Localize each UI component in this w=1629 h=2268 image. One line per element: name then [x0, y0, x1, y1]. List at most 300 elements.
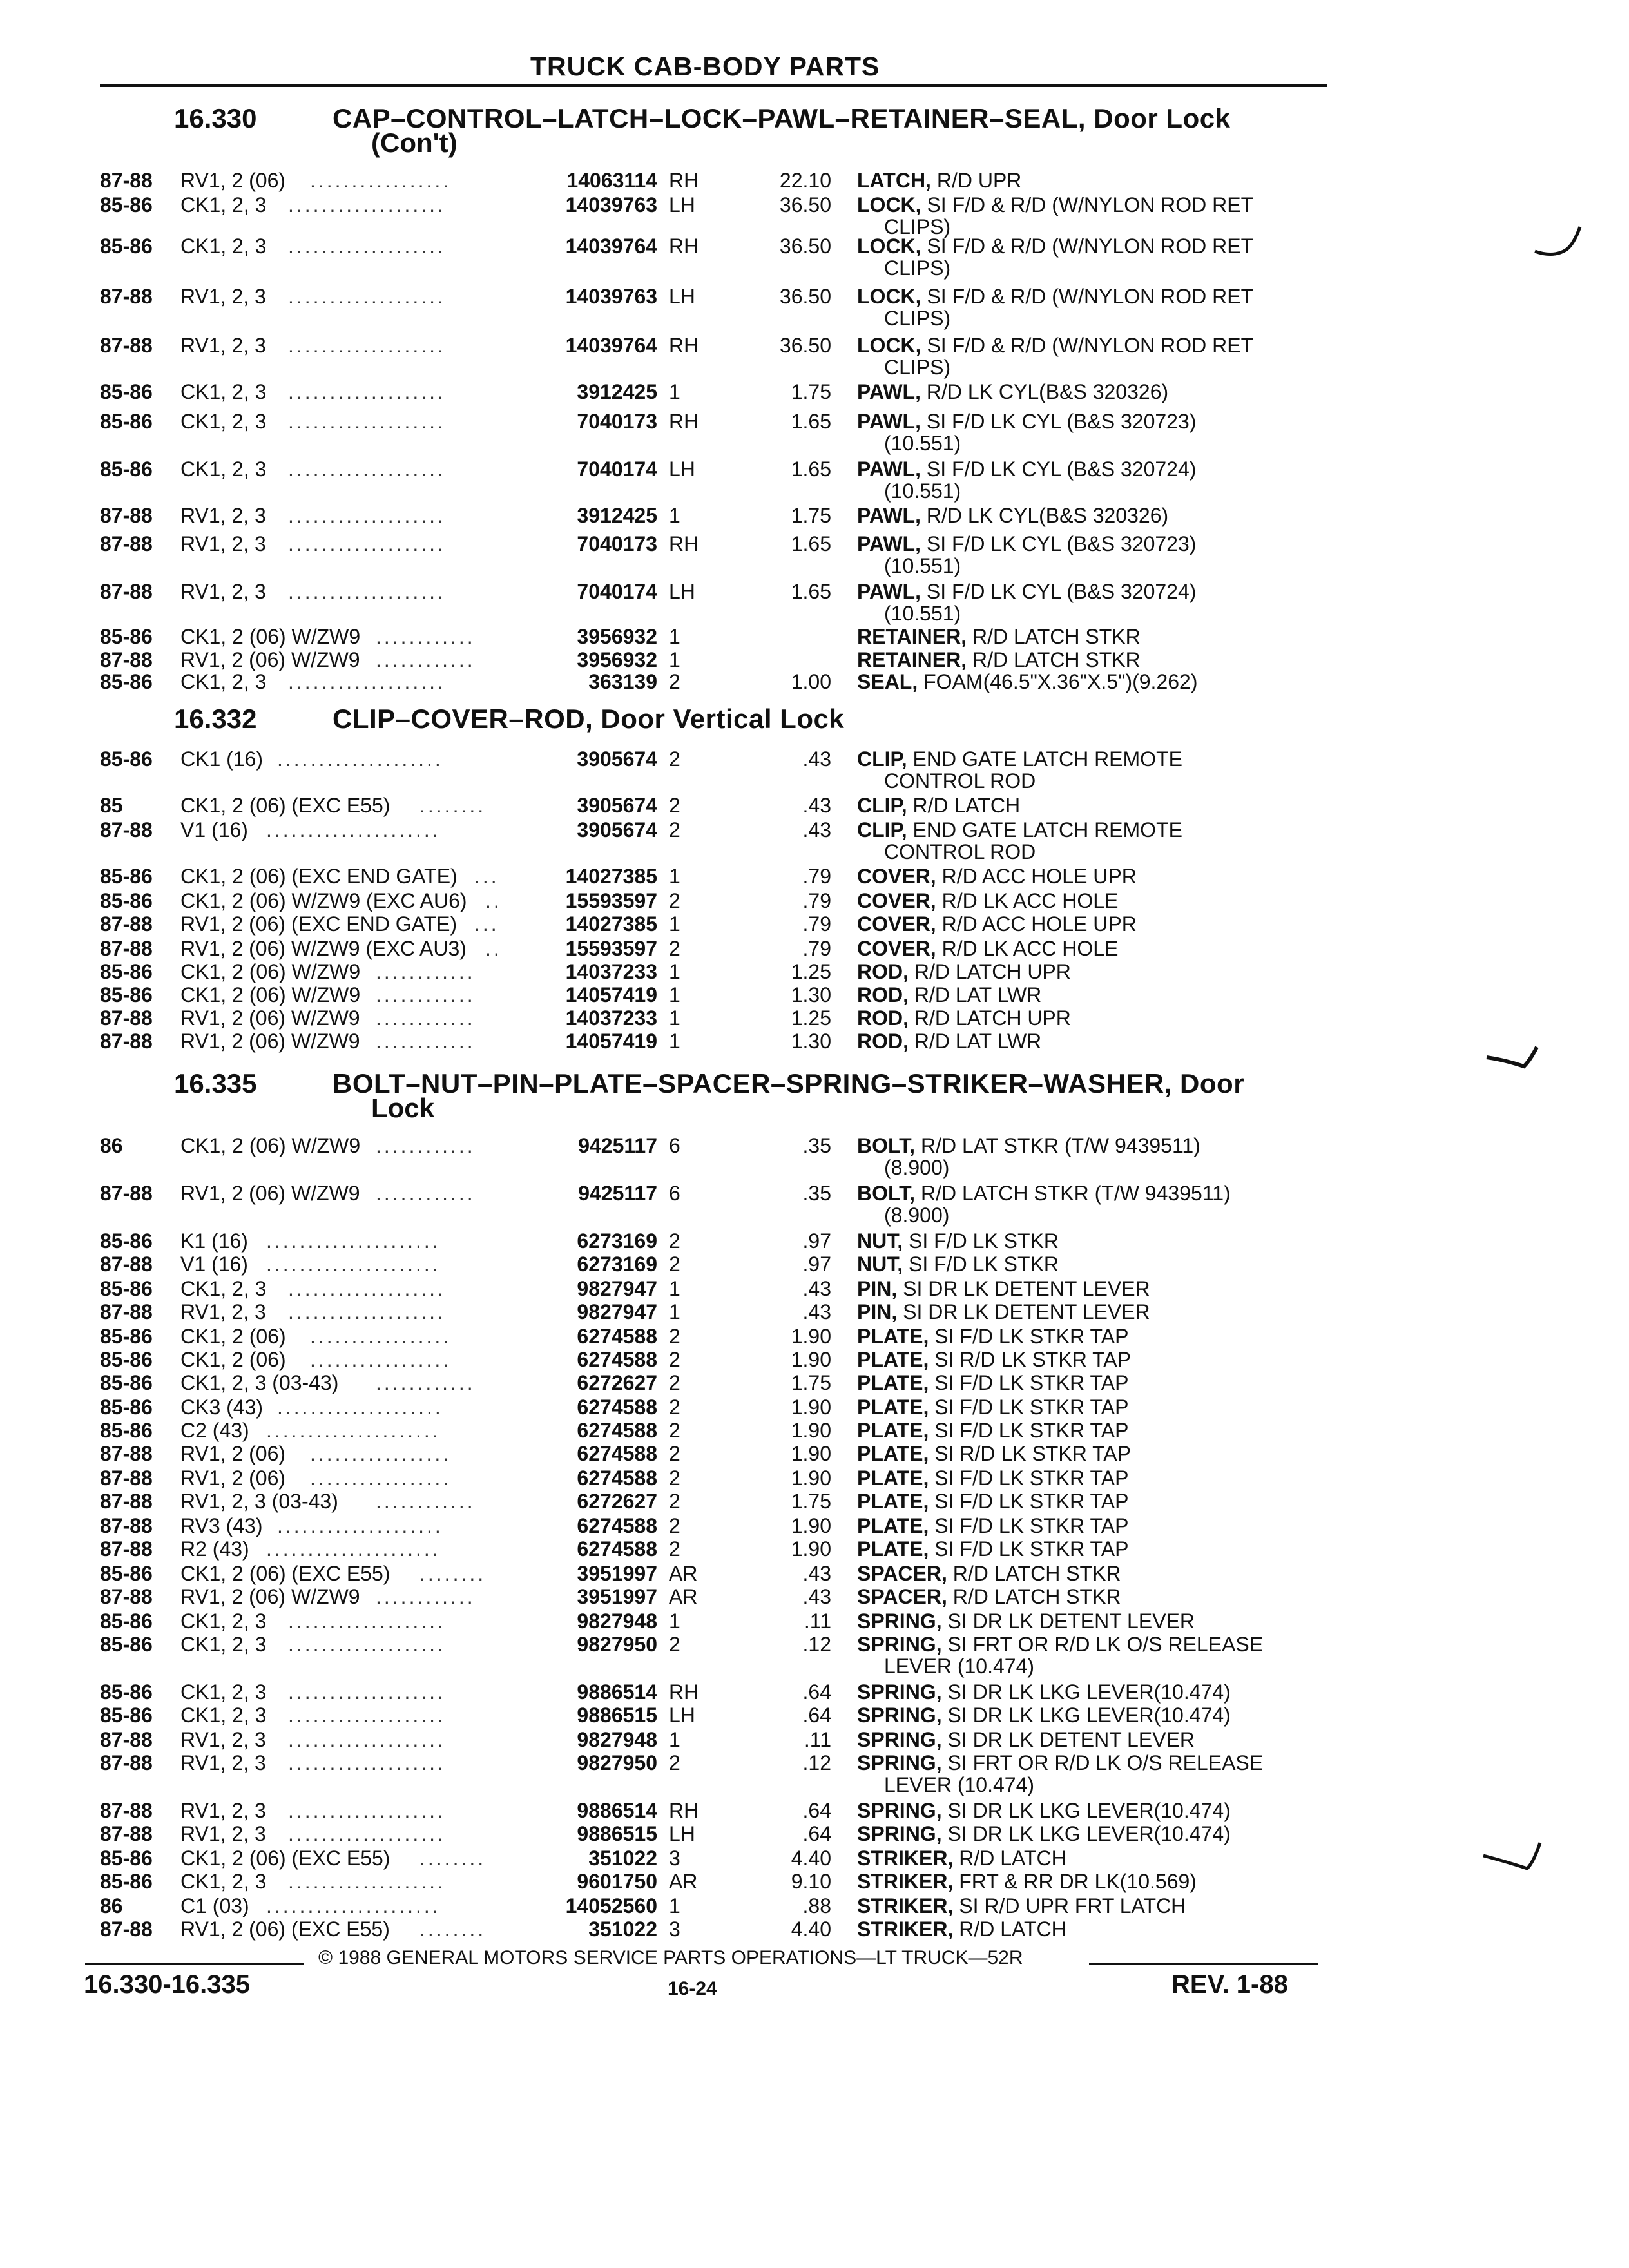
- part-description: [857, 235, 1253, 258]
- year-range: 87-88: [100, 169, 153, 192]
- part-description: [857, 1514, 1128, 1537]
- year-range: 87-88: [100, 1490, 153, 1513]
- quantity: 2: [669, 1419, 680, 1442]
- leader-dots: ...................: [288, 1277, 446, 1300]
- part-name: PLATE,: [857, 1537, 929, 1561]
- part-number: 14057419: [565, 1030, 657, 1053]
- part-number: 9827947: [577, 1300, 657, 1323]
- quantity: 2: [669, 1396, 680, 1419]
- part-detail: SI F/D LK CYL (B&S 320723): [920, 532, 1197, 555]
- unit-price: .64: [802, 1680, 831, 1704]
- part-number: 14039763: [565, 193, 657, 216]
- table-row: [0, 169, 1629, 192]
- unit-price: .79: [802, 865, 831, 888]
- part-description: [857, 1419, 1128, 1442]
- table-row: [0, 1585, 1629, 1608]
- leader-dots: ............: [376, 1006, 476, 1030]
- part-number: 9425117: [578, 1182, 657, 1205]
- part-number: 3956932: [577, 648, 657, 671]
- part-name: PLATE,: [857, 1348, 929, 1371]
- year-range: 87-88: [100, 1728, 153, 1751]
- table-row: [0, 865, 1629, 888]
- part-detail: SI FRT OR R/D LK O/S RELEASE: [941, 1633, 1264, 1656]
- model-code: CK1, 2, 3: [180, 1680, 267, 1704]
- part-detail: R/D LK CYL(B&S 320326): [920, 380, 1169, 403]
- year-range: 85-86: [100, 1562, 153, 1585]
- check-mark-icon: [1485, 1041, 1550, 1079]
- unit-price: 1.30: [791, 983, 831, 1006]
- model-code: CK1 (16): [180, 747, 264, 771]
- unit-price: 4.40: [791, 1847, 831, 1870]
- leader-dots: ...................: [288, 532, 446, 555]
- part-detail: SI F/D LK STKR TAP: [929, 1490, 1129, 1513]
- description-continuation: CONTROL ROD: [884, 769, 1036, 793]
- year-range: 87-88: [100, 1182, 153, 1205]
- part-description: [857, 1633, 1263, 1656]
- part-name: STRIKER,: [857, 1894, 954, 1917]
- quantity: 1: [669, 648, 680, 671]
- part-name: BOLT,: [857, 1134, 916, 1157]
- part-number: 6272627: [577, 1371, 657, 1394]
- unit-price: .64: [802, 1822, 831, 1845]
- section-title: CLIP–COVER–ROD, Door Vertical Lock: [333, 704, 845, 734]
- unit-price: .43: [802, 818, 831, 841]
- unit-price: 1.90: [791, 1537, 831, 1561]
- part-description: [857, 1728, 1195, 1751]
- year-range: 85-86: [100, 960, 153, 983]
- part-description: [857, 912, 1137, 936]
- description-continuation: LEVER (10.474): [884, 1773, 1035, 1796]
- quantity: 2: [669, 1633, 680, 1656]
- model-code: CK3 (43): [180, 1396, 264, 1419]
- part-name: CLIP,: [857, 794, 907, 817]
- unit-price: 1.90: [791, 1466, 831, 1490]
- part-name: LOCK,: [857, 334, 921, 357]
- part-number: 9827948: [577, 1610, 657, 1633]
- table-row: [0, 1419, 1629, 1442]
- part-name: SPRING,: [857, 1728, 942, 1751]
- part-description: [857, 1680, 1231, 1704]
- part-detail: SI F/D LK STKR: [903, 1229, 1059, 1253]
- unit-price: 1.25: [791, 960, 831, 983]
- part-detail: SI DR LK DETENT LEVER: [897, 1300, 1150, 1323]
- model-code: RV1, 2, 3: [180, 580, 266, 603]
- quantity: AR: [669, 1585, 698, 1608]
- table-row: [0, 670, 1629, 693]
- part-detail: SI DR LK LKG LEVER(10.474): [941, 1680, 1231, 1704]
- year-range: 85-86: [100, 1680, 153, 1704]
- leader-dots: ............: [376, 1490, 476, 1513]
- quantity: 1: [669, 1006, 680, 1030]
- leader-dots: ....................: [277, 747, 443, 771]
- leader-dots: .....................: [266, 1537, 441, 1561]
- table-row: [0, 1680, 1629, 1704]
- quantity: 6: [669, 1182, 680, 1205]
- leader-dots: ............: [376, 1585, 476, 1608]
- unit-price: .11: [804, 1728, 831, 1751]
- part-number: 14057419: [565, 983, 657, 1006]
- quantity: 2: [669, 1442, 680, 1465]
- year-range: 85: [100, 794, 123, 817]
- unit-price: 4.40: [791, 1917, 831, 1941]
- quantity: 2: [669, 889, 680, 912]
- year-range: 85-86: [100, 1371, 153, 1394]
- part-detail: SI DR LK DETENT LEVER: [941, 1610, 1195, 1633]
- year-range: 87-88: [100, 1442, 153, 1465]
- leader-dots: ...................: [288, 193, 446, 216]
- table-row: [0, 1277, 1629, 1300]
- part-number: 9827948: [577, 1728, 657, 1751]
- table-row: [0, 1822, 1629, 1845]
- quantity: 2: [669, 1514, 680, 1537]
- model-code: CK1, 2, 3: [180, 1610, 267, 1633]
- unit-price: .43: [802, 794, 831, 817]
- leader-dots: ........: [419, 1562, 487, 1585]
- part-description: [857, 1030, 1041, 1053]
- model-code: CK1, 2 (06) W/ZW9: [180, 960, 361, 983]
- model-code: RV1, 2, 3: [180, 1799, 266, 1822]
- unit-price: .64: [802, 1704, 831, 1727]
- year-range: 87-88: [100, 1253, 153, 1276]
- part-detail: R/D LATCH UPR: [909, 960, 1071, 983]
- part-detail: R/D LATCH STKR: [947, 1562, 1121, 1585]
- quantity: 2: [669, 1371, 680, 1394]
- part-name: SEAL,: [857, 670, 918, 693]
- part-number: 14039764: [565, 334, 657, 357]
- leader-dots: .....................: [266, 1253, 441, 1276]
- year-range: 85-86: [100, 1325, 153, 1348]
- footer-rule-right: [1089, 1963, 1318, 1965]
- table-row: [0, 1466, 1629, 1490]
- part-detail: R/D LATCH STKR (T/W 9439511): [915, 1182, 1231, 1205]
- unit-price: .88: [802, 1894, 831, 1917]
- unit-price: 1.90: [791, 1514, 831, 1537]
- unit-price: .43: [802, 1562, 831, 1585]
- table-row: [0, 1514, 1629, 1537]
- table-row: [0, 532, 1629, 555]
- part-name: BOLT,: [857, 1182, 916, 1205]
- header-rule: [100, 84, 1327, 87]
- part-detail: R/D ACC HOLE UPR: [936, 912, 1137, 936]
- description-continuation: CLIPS): [884, 215, 951, 238]
- description-continuation: (10.551): [884, 432, 961, 455]
- quantity: AR: [669, 1562, 698, 1585]
- part-number: 6274588: [577, 1396, 657, 1419]
- table-row: [0, 1870, 1629, 1893]
- part-description: [857, 1277, 1150, 1300]
- part-name: ROD,: [857, 983, 909, 1006]
- part-description: [857, 1917, 1066, 1941]
- leader-dots: ........: [419, 1847, 487, 1870]
- part-name: PAWL,: [857, 410, 921, 433]
- model-code: RV1, 2, 3: [180, 1728, 266, 1751]
- year-range: 87-88: [100, 937, 153, 960]
- part-name: RETAINER,: [857, 648, 967, 671]
- leader-dots: ...................: [288, 580, 446, 603]
- model-code: RV1, 2 (06) W/ZW9 (EXC AU3): [180, 937, 467, 960]
- table-row: [0, 937, 1629, 960]
- part-number: 9886514: [577, 1799, 657, 1822]
- unit-price: 22.10: [779, 169, 831, 192]
- part-description: [857, 1253, 1059, 1276]
- model-code: CK1, 2 (06) W/ZW9 (EXC AU6): [180, 889, 467, 912]
- table-row: [0, 285, 1629, 308]
- unit-price: 1.75: [791, 1371, 831, 1394]
- footer-rule-left: [85, 1963, 304, 1965]
- year-range: 86: [100, 1134, 123, 1157]
- quantity: 2: [669, 1490, 680, 1513]
- model-code: RV1, 2, 3 (03-43): [180, 1490, 338, 1513]
- year-range: 87-88: [100, 1300, 153, 1323]
- unit-price: 1.75: [791, 380, 831, 403]
- model-code: CK1, 2 (06) W/ZW9: [180, 983, 361, 1006]
- quantity: 2: [669, 794, 680, 817]
- part-description: [857, 1229, 1059, 1253]
- leader-dots: ...: [474, 912, 499, 936]
- revision: REV. 1-88: [1171, 1970, 1288, 1999]
- part-detail: SI F/D & R/D (W/NYLON ROD RET: [921, 285, 1254, 308]
- part-detail: R/D LK CYL(B&S 320326): [920, 504, 1169, 527]
- leader-dots: ............: [376, 625, 476, 648]
- part-description: [857, 1396, 1128, 1419]
- part-description: [857, 580, 1196, 603]
- part-number: 6273169: [577, 1253, 657, 1276]
- part-number: 6273169: [577, 1229, 657, 1253]
- part-description: [857, 889, 1118, 912]
- year-range: 85-86: [100, 1870, 153, 1893]
- table-row: [0, 747, 1629, 771]
- year-range: 87-88: [100, 532, 153, 555]
- section-number: 16.330: [174, 103, 257, 133]
- table-row: [0, 1030, 1629, 1053]
- part-name: LOCK,: [857, 235, 921, 258]
- leader-dots: ...................: [288, 410, 446, 433]
- model-code: CK1, 2 (06) (EXC E55): [180, 1562, 390, 1585]
- table-row: [0, 1917, 1629, 1941]
- part-number: 3905674: [577, 794, 657, 817]
- part-name: COVER,: [857, 937, 936, 960]
- part-name: SPRING,: [857, 1822, 942, 1845]
- quantity: LH: [669, 457, 695, 481]
- unit-price: .11: [804, 1610, 831, 1633]
- part-detail: R/D UPR: [930, 169, 1022, 192]
- part-description: [857, 1610, 1195, 1633]
- part-detail: R/D LATCH UPR: [909, 1006, 1071, 1030]
- part-number: 3912425: [577, 380, 657, 403]
- leader-dots: ...................: [288, 1870, 446, 1893]
- part-number: 6274588: [577, 1348, 657, 1371]
- part-description: [857, 532, 1196, 555]
- part-description: [857, 457, 1196, 481]
- model-code: RV1, 2, 3: [180, 504, 266, 527]
- quantity: 1: [669, 625, 680, 648]
- year-range: 87-88: [100, 1917, 153, 1941]
- unit-price: .79: [802, 889, 831, 912]
- part-number: 9827950: [577, 1633, 657, 1656]
- year-range: 87-88: [100, 1799, 153, 1822]
- leader-dots: ...................: [288, 1704, 446, 1727]
- part-name: PLATE,: [857, 1514, 929, 1537]
- page-number: 16-24: [668, 1978, 717, 1999]
- part-detail: SI F/D LK STKR: [903, 1253, 1059, 1276]
- quantity: RH: [669, 334, 699, 357]
- part-description: [857, 648, 1141, 671]
- part-description: [857, 334, 1253, 357]
- part-name: CLIP,: [857, 747, 907, 771]
- leader-dots: .................: [310, 1348, 452, 1371]
- part-description: [857, 1751, 1263, 1774]
- unit-price: 1.90: [791, 1325, 831, 1348]
- leader-dots: ............: [376, 648, 476, 671]
- part-name: PLATE,: [857, 1325, 929, 1348]
- year-range: 85-86: [100, 1633, 153, 1656]
- check-mark-icon: [1534, 219, 1585, 264]
- model-code: RV1, 2 (06) W/ZW9: [180, 1006, 360, 1030]
- unit-price: 1.65: [791, 532, 831, 555]
- part-detail: SI F/D LK STKR TAP: [929, 1466, 1129, 1490]
- year-range: 87-88: [100, 1006, 153, 1030]
- year-range: 85-86: [100, 889, 153, 912]
- model-code: CK1, 2 (06): [180, 1348, 286, 1371]
- quantity: 3: [669, 1847, 680, 1870]
- part-number: 7040174: [577, 580, 657, 603]
- quantity: 3: [669, 1917, 680, 1941]
- year-range: 85-86: [100, 625, 153, 648]
- part-number: 6274588: [577, 1442, 657, 1465]
- part-detail: SI F/D & R/D (W/NYLON ROD RET: [921, 334, 1254, 357]
- leader-dots: ........: [419, 794, 487, 817]
- quantity: 2: [669, 818, 680, 841]
- leader-dots: ....................: [277, 1514, 443, 1537]
- part-description: [857, 1490, 1128, 1513]
- leader-dots: ...................: [288, 334, 446, 357]
- table-row: [0, 960, 1629, 983]
- section-range: 16.330-16.335: [84, 1970, 251, 1999]
- unit-price: .12: [802, 1751, 831, 1774]
- year-range: 87-88: [100, 1822, 153, 1845]
- part-description: [857, 865, 1137, 888]
- part-detail: R/D ACC HOLE UPR: [936, 865, 1137, 888]
- table-row: [0, 818, 1629, 841]
- table-row: [0, 410, 1629, 433]
- part-number: 14027385: [565, 865, 657, 888]
- part-name: SPACER,: [857, 1562, 947, 1585]
- model-code: R2 (43): [180, 1537, 249, 1561]
- year-range: 85-86: [100, 670, 153, 693]
- part-name: SPRING,: [857, 1680, 942, 1704]
- part-detail: SI F/D & R/D (W/NYLON ROD RET: [921, 193, 1254, 216]
- page-title: TRUCK CAB-BODY PARTS: [530, 52, 880, 81]
- model-code: RV1, 2, 3: [180, 532, 266, 555]
- year-range: 87-88: [100, 1537, 153, 1561]
- model-code: RV1, 2 (06): [180, 169, 286, 192]
- model-code: CK1, 2, 3: [180, 1704, 267, 1727]
- leader-dots: ...................: [288, 1633, 446, 1656]
- year-range: 85-86: [100, 1396, 153, 1419]
- unit-price: 1.90: [791, 1419, 831, 1442]
- part-name: PLATE,: [857, 1466, 929, 1490]
- leader-dots: .................: [310, 1442, 452, 1465]
- unit-price: 1.75: [791, 1490, 831, 1513]
- part-detail: SI F/D LK CYL (B&S 320724): [920, 457, 1197, 481]
- part-number: 15593597: [565, 889, 657, 912]
- model-code: RV1, 2, 3: [180, 1300, 266, 1323]
- section-title: CAP–CONTROL–LATCH–LOCK–PAWL–RETAINER–SEAL, Door Lock: [333, 103, 1231, 133]
- model-code: CK1, 2, 3: [180, 1277, 267, 1300]
- part-name: CLIP,: [857, 818, 907, 841]
- part-name: COVER,: [857, 865, 936, 888]
- part-detail: R/D LK ACC HOLE: [936, 937, 1119, 960]
- part-number: 6274588: [577, 1466, 657, 1490]
- part-detail: SI DR LK LKG LEVER(10.474): [941, 1704, 1231, 1727]
- part-detail: END GATE LATCH REMOTE: [907, 818, 1182, 841]
- model-code: RV1, 2 (06) W/ZW9: [180, 1585, 360, 1608]
- quantity: AR: [669, 1870, 698, 1893]
- leader-dots: ...................: [288, 1799, 446, 1822]
- table-row: [0, 1325, 1629, 1348]
- quantity: RH: [669, 1680, 699, 1704]
- table-row: [0, 457, 1629, 481]
- quantity: 1: [669, 1277, 680, 1300]
- model-code: CK1, 2, 3 (03-43): [180, 1371, 339, 1394]
- year-range: 87-88: [100, 912, 153, 936]
- quantity: 2: [669, 1253, 680, 1276]
- table-row: [0, 983, 1629, 1006]
- part-detail: SI R/D LK STKR TAP: [929, 1348, 1131, 1371]
- model-code: CK1, 2 (06) (EXC END GATE): [180, 865, 458, 888]
- quantity: 1: [669, 1030, 680, 1053]
- table-row: [0, 380, 1629, 403]
- model-code: V1 (16): [180, 818, 248, 841]
- year-range: 87-88: [100, 1514, 153, 1537]
- part-name: COVER,: [857, 912, 936, 936]
- model-code: CK1, 2, 3: [180, 193, 267, 216]
- quantity: 2: [669, 747, 680, 771]
- table-row: [0, 1182, 1629, 1205]
- quantity: 2: [669, 1751, 680, 1774]
- leader-dots: ............: [376, 1371, 476, 1394]
- leader-dots: ........: [419, 1917, 487, 1941]
- part-description: [857, 1847, 1066, 1870]
- unit-price: .43: [802, 1277, 831, 1300]
- unit-price: 36.50: [779, 285, 831, 308]
- leader-dots: ...................: [288, 1610, 446, 1633]
- table-row: [0, 193, 1629, 216]
- leader-dots: .................: [310, 169, 452, 192]
- part-detail: SI R/D LK STKR TAP: [929, 1442, 1131, 1465]
- part-number: 14037233: [565, 960, 657, 983]
- description-continuation: CLIPS): [884, 256, 951, 280]
- part-name: PLATE,: [857, 1490, 929, 1513]
- part-name: PIN,: [857, 1277, 898, 1300]
- part-detail: SI F/D LK STKR TAP: [929, 1419, 1129, 1442]
- part-description: [857, 193, 1253, 216]
- part-number: 14063114: [566, 169, 657, 192]
- model-code: CK1, 2, 3: [180, 410, 267, 433]
- part-detail: SI FRT OR R/D LK O/S RELEASE: [941, 1751, 1264, 1774]
- leader-dots: ...................: [288, 235, 446, 258]
- unit-price: .97: [802, 1253, 831, 1276]
- year-range: 85-86: [100, 410, 153, 433]
- year-range: 85-86: [100, 193, 153, 216]
- part-detail: R/D LAT STKR (T/W 9439511): [915, 1134, 1200, 1157]
- part-detail: SI DR LK LKG LEVER(10.474): [941, 1822, 1231, 1845]
- model-code: CK1, 2, 3: [180, 670, 267, 693]
- part-name: NUT,: [857, 1229, 903, 1253]
- check-mark-icon: [1482, 1836, 1553, 1881]
- leader-dots: ............: [376, 1134, 476, 1157]
- quantity: RH: [669, 532, 699, 555]
